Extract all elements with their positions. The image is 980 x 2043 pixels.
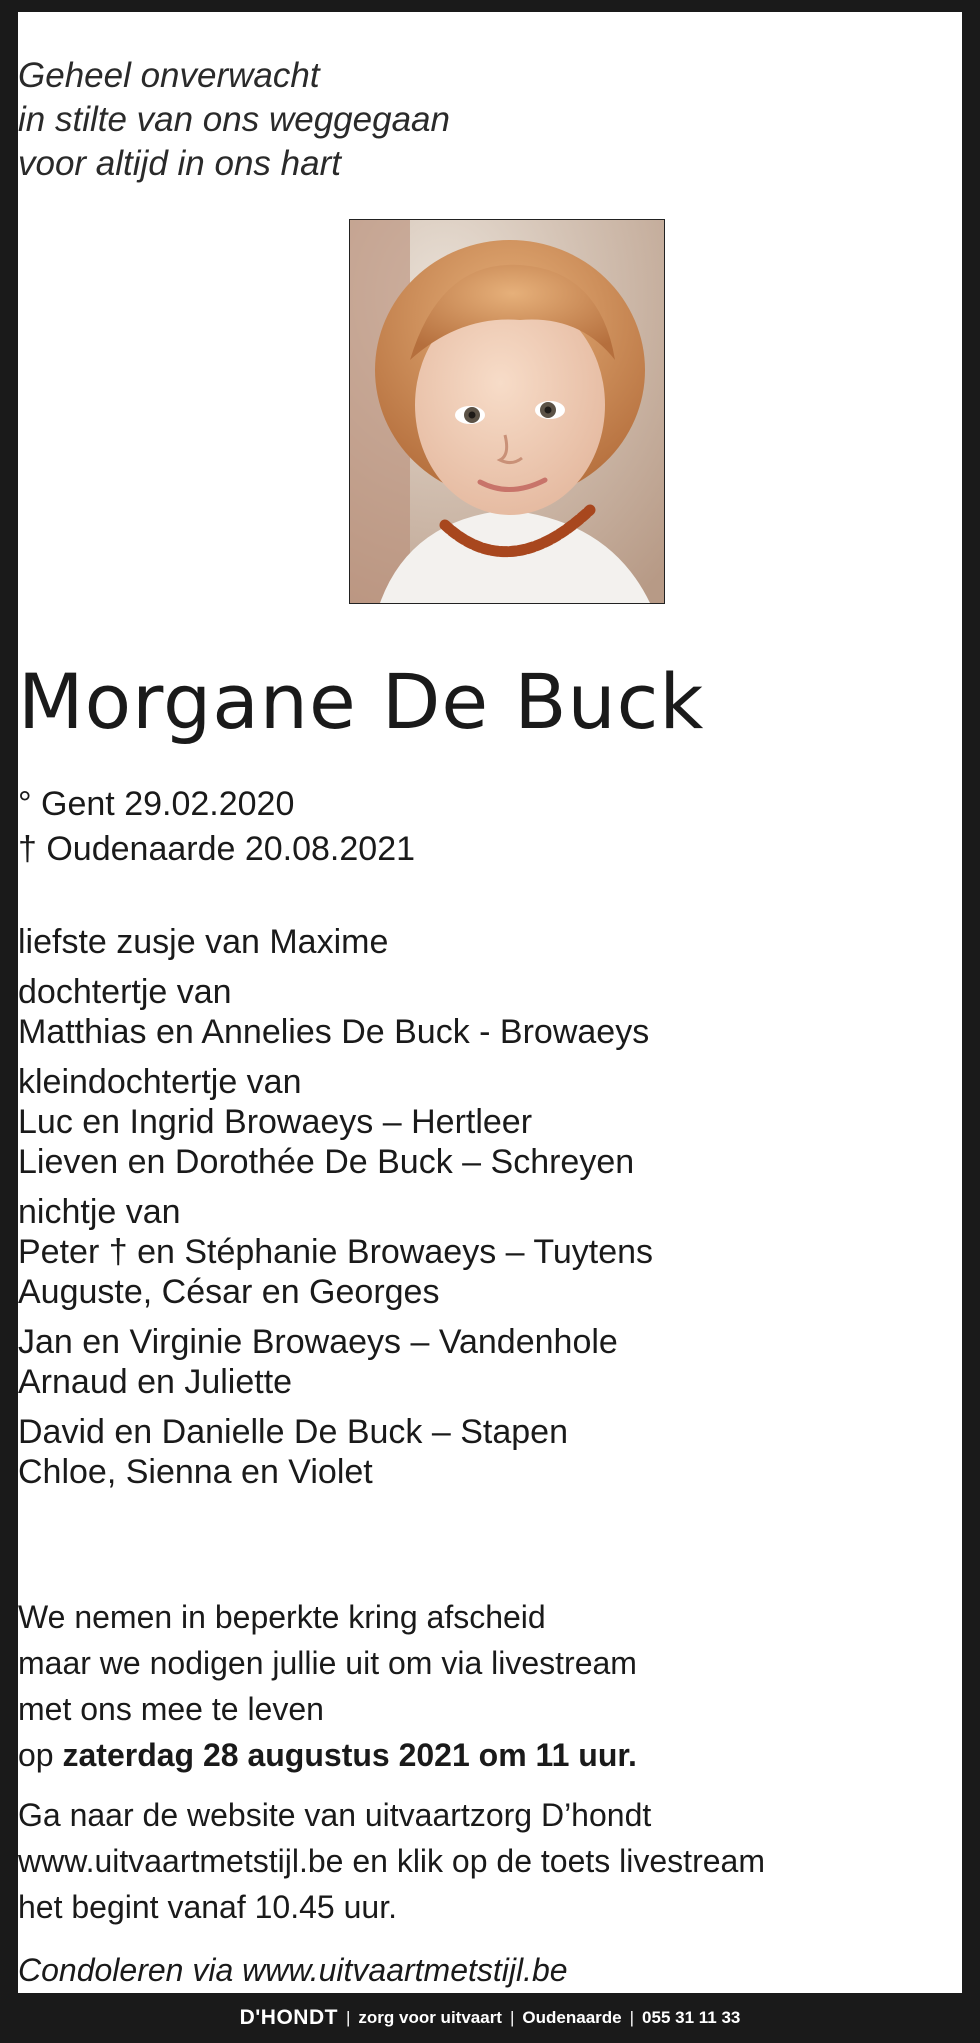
livestream-instructions xyxy=(18,1792,962,1930)
family-line: Lieven en Dorothée De Buck – Schreyen xyxy=(18,1143,635,1181)
family-group-sibling xyxy=(18,922,962,962)
footer-separator: | xyxy=(629,2008,635,2027)
notice-line: We nemen in beperkte kring afscheid xyxy=(18,1599,546,1635)
footer-city: Oudenaarde xyxy=(522,2008,622,2027)
portrait-photo xyxy=(349,219,665,604)
footer-phone[interactable]: 055 31 11 33 xyxy=(642,2008,741,2027)
funeral-home-logo: D'HONDT xyxy=(239,2006,338,2029)
notice-prefix: op xyxy=(18,1737,63,1773)
ceremony-notice xyxy=(18,1594,962,1778)
portrait-illustration xyxy=(350,220,664,603)
motto-line: voor altijd in ons hart xyxy=(18,144,341,183)
family-line: Matthias en Annelies De Buck - Browaeys xyxy=(18,1013,650,1051)
family-group-grandparents xyxy=(18,1062,962,1182)
motto-line: Geheel onverwacht xyxy=(18,56,320,95)
website-link[interactable]: www.uitvaartmetstijl.be en klik op de toets livestream xyxy=(18,1843,765,1879)
family-line: liefste zusje van Maxime xyxy=(18,923,389,961)
family-line: Luc en Ingrid Browaeys – Hertleer xyxy=(18,1103,533,1141)
condolence-link[interactable]: Condoleren via www.uitvaartmetstijl.be xyxy=(18,1952,568,1988)
birth-date: ° Gent 29.02.2020 xyxy=(18,785,295,823)
website-line: het begint vanaf 10.45 uur. xyxy=(18,1889,397,1925)
family-group-cousins-1 xyxy=(18,1192,962,1312)
family-line: kleindochtertje van xyxy=(18,1063,302,1101)
website-line: Ga naar de website van uitvaartzorg D’hondt xyxy=(18,1797,652,1833)
motto xyxy=(18,54,962,186)
family-line: nichtje van xyxy=(18,1193,181,1231)
family-line: David en Danielle De Buck – Stapen xyxy=(18,1413,568,1451)
family-line: Peter † en Stéphanie Browaeys – Tuytens xyxy=(18,1233,654,1271)
footer-separator: | xyxy=(509,2008,515,2027)
ceremony-date: zaterdag 28 augustus 2021 om 11 uur. xyxy=(62,1737,637,1773)
family-group-cousins-2 xyxy=(18,1322,962,1402)
family-line: Chloe, Sienna en Violet xyxy=(18,1453,373,1491)
death-date: † Oudenaarde 20.08.2021 xyxy=(18,830,416,868)
motto-line: in stilte van ons weggegaan xyxy=(18,100,450,139)
footer-bar xyxy=(0,1993,980,2043)
notice-line: met ons mee te leven xyxy=(18,1691,324,1727)
notice-line: maar we nodigen jullie uit om via livestream xyxy=(18,1645,637,1681)
family-line: Arnaud en Juliette xyxy=(18,1363,293,1401)
family-line: Auguste, César en Georges xyxy=(18,1273,440,1311)
notice-date-line xyxy=(18,1732,962,1778)
footer-tagline: zorg voor uitvaart xyxy=(358,2008,502,2027)
family-group-cousins-3 xyxy=(18,1412,962,1492)
life-dates xyxy=(18,782,962,872)
deceased-name: Morgane De Buck xyxy=(18,657,705,746)
family-line: Jan en Virginie Browaeys – Vandenhole xyxy=(18,1323,618,1361)
family-list xyxy=(18,922,962,1502)
family-line: dochtertje van xyxy=(18,973,232,1011)
family-group-parents xyxy=(18,972,962,1052)
footer-separator: | xyxy=(345,2008,351,2027)
